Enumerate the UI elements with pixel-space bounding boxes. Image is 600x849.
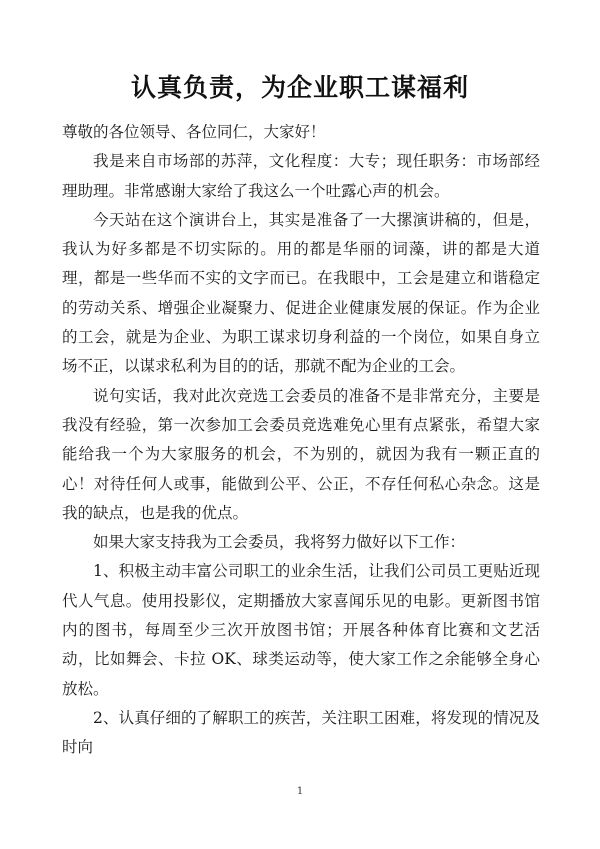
paragraph-greeting: 尊敬的各位领导、各位同仁，大家好！ [62, 123, 326, 141]
paragraph-work-plan-intro: 如果大家支持我为工会委员，我将努力做好以下工作： [93, 533, 466, 552]
page-number: 1 [296, 786, 304, 797]
document-body [62, 118, 540, 763]
paragraph-union-role: 今天站在这个演讲台上，其实是准备了一大摞演讲稿的，但是，我认为好多都是不切实际的。用的都是华丽的词藻，讲的都是大道理，都是一些华而不实的文字而已。在我眼中，工会是建立和谐稳定的劳动关系、增强企业凝聚力、促进企业健康发展的保证。作为企业的工会，就是为企业、为职工谋求切身利益的一个岗位，如果自身立场不正，以谋求私利为目的的话，那就不配为企业的工会。 [62, 210, 540, 376]
paragraph-plan-item-2: 2、认真仔细的了解职工的疾苦，关注职工困难，将发现的情况及时向 [62, 708, 540, 757]
paragraph-candidacy: 说句实话，我对此次竞选工会委员的准备不是非常充分，主要是我没有经验，第一次参加工会委员竞选难免心里有点紧张，希望大家能给我一个为大家服务的机会，不为别的，就因为我有一颗正直的心！对待任何人或事，能做到公平、公正，不存任何私心杂念。这是我的缺点，也是我的优点。 [62, 386, 540, 522]
paragraph-plan-item-1: 1、积极主动丰富公司职工的业余生活，让我们公司员工更贴近现代人气息。使用投影仪，定期播放大家喜闻乐见的电影。更新图书馆内的图书，每周至少三次开放图书馆；开展各种体育比赛和文艺活动，比如舞会、卡拉 OK、球类运动等，使大家工作之余能够全身心放松。 [62, 562, 540, 698]
document-title: 认真负责，为企业职工谋福利 [130, 73, 469, 102]
paragraph-introduction: 我是来自市场部的苏萍，文化程度：大专；现任职务：市场部经理助理。非常感谢大家给了我这么一个吐露心声的机会。 [62, 152, 540, 200]
